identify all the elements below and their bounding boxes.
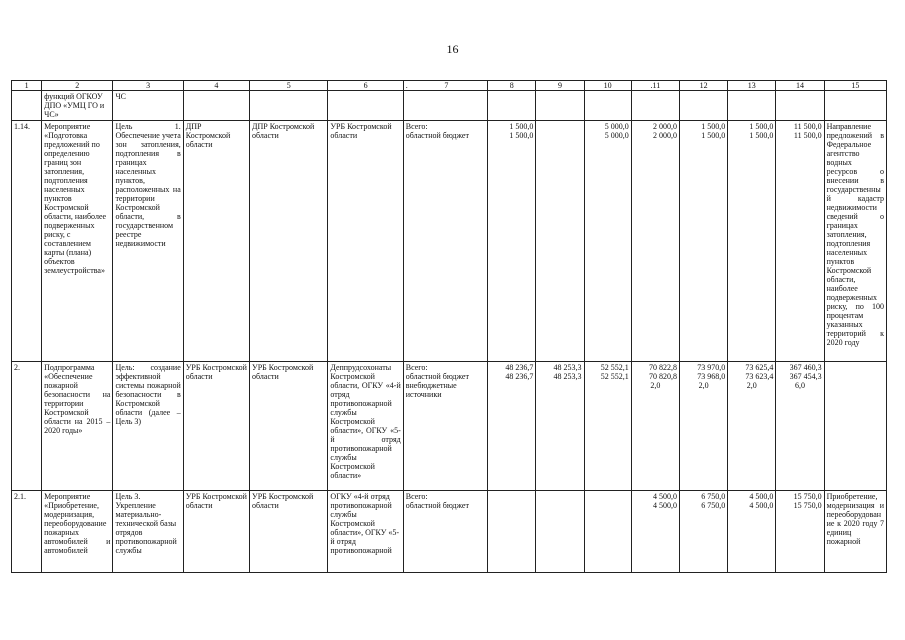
value: [538, 501, 581, 510]
value: 11 500,0: [793, 122, 822, 131]
funding-source: областной бюджет: [405, 131, 469, 140]
value: 48 236,7: [505, 372, 534, 381]
value: [490, 381, 533, 390]
value: 1 500,0: [509, 122, 534, 131]
funding-source: областной бюджет: [405, 501, 469, 510]
value: 1 500,0: [701, 122, 726, 131]
cell-empty: [488, 91, 536, 121]
value: 6,0: [795, 381, 806, 390]
cell-num: [12, 91, 42, 121]
value: 6 750,0: [701, 492, 726, 501]
cell-event: Подпрограмма «Обеспечение пожарной безопасности на территории Костромской области на 2015 – 2020 годы»: [42, 362, 113, 491]
header-cell: 3: [113, 81, 183, 91]
cell-value: [584, 362, 631, 491]
cell-coordinator: ДПР Костромской области: [183, 121, 249, 362]
cell-funding-sources: [403, 491, 487, 573]
value: 4 500,0: [652, 501, 677, 510]
cell-expected-result: Направление предложений в Федеральное агентство водных ресурсов о внесении в государственный кадастр недвижимости сведений о границах затопления, подтопления населенных пунктов Костромской области, наиболее подверженных риску, по 100 процентам указанных территорий к 2020 году: [824, 121, 886, 362]
cell-value: [536, 362, 584, 491]
header-cell: 5: [250, 81, 328, 91]
cell-value: [679, 121, 727, 362]
value: 70 822,8: [648, 363, 677, 372]
cell-executor: УРБ Костромской области: [250, 491, 328, 573]
cell-expected-result: [824, 362, 886, 491]
cell-expected-result: Приобретение, модернизация и переоборудование к 2020 году 7 единиц пожарной: [824, 491, 886, 573]
header-cell: 15: [824, 81, 886, 91]
value: [538, 492, 581, 501]
cell-funding-sources: [403, 362, 487, 491]
header-cell: 13: [728, 81, 776, 91]
cell-empty: [403, 91, 487, 121]
header-seven: 7: [444, 81, 449, 90]
value: [587, 492, 629, 501]
cell-empty: [776, 91, 824, 121]
header-cell: 9: [536, 81, 584, 91]
funding-source: внебюджетные источники: [405, 381, 457, 399]
value: [490, 501, 533, 510]
cell-value: [728, 362, 776, 491]
header-dot: .: [405, 81, 408, 90]
cell-empty: [824, 91, 886, 121]
cell-value: [776, 491, 824, 573]
value: 1 500,0: [749, 131, 774, 140]
cell-funding-sources: [403, 121, 487, 362]
funding-source: Всего:: [405, 492, 428, 501]
value: 15 750,0: [793, 501, 822, 510]
table-row: [12, 121, 887, 362]
cell-goal: Цель 1. Обеспечение учета зон затопления, подтопления в границах населенных пунктов, расположенных на территории Костромской области, в государственном реестре недвижимости: [113, 121, 183, 362]
value: 15 750,0: [793, 492, 822, 501]
cell-participant: Деппрудсохонаты Костромской области, ОГКУ «4-й отряд противопожарной службы Костромской области», ОГКУ «5-й отряд противопожарной службы Костромской области»: [328, 362, 403, 491]
header-row: [12, 81, 887, 91]
cell-num: 1.14.: [12, 121, 42, 362]
header-cell: 8: [488, 81, 536, 91]
value: 2 000,0: [652, 131, 677, 140]
cell-value: [631, 362, 679, 491]
cell-num: 2.: [12, 362, 42, 491]
cell-value: [679, 491, 727, 573]
cell-event: Мероприятие «Подготовка предложений по определению границ зон затопления, подтопления населенных пунктов Костромской области, наиболее подверженных риску, с составлением карты (плана) объектов землеустройства»: [42, 121, 113, 362]
value: 4 500,0: [652, 492, 677, 501]
cell-empty: [679, 91, 727, 121]
cell-value: [488, 491, 536, 573]
cell-goal: Цель: создание эффективной системы пожарной безопасности в Костромской области (далее – Цель 3): [113, 362, 183, 491]
value: 1 500,0: [701, 131, 726, 140]
cell-value: [631, 121, 679, 362]
cell-executor: УРБ Костромской области: [250, 362, 328, 491]
funding-source: Всего:: [405, 363, 428, 372]
program-table: [11, 80, 887, 573]
value: 73 970,0: [697, 363, 726, 372]
cell-value: [584, 491, 631, 573]
cell-empty: [250, 91, 328, 121]
value: 2 000,0: [652, 122, 677, 131]
header-cell: 1: [12, 81, 42, 91]
value: 11 500,0: [793, 131, 822, 140]
value: [587, 501, 629, 510]
value: 70 820,8: [648, 372, 677, 381]
value: 48 253,3: [553, 363, 582, 372]
value: [538, 381, 581, 390]
header-cell: 12: [679, 81, 727, 91]
cell-coordinator: УРБ Костромской области: [183, 491, 249, 573]
header-cell: 4: [183, 81, 249, 91]
value: 48 236,7: [505, 363, 534, 372]
value: 73 968,0: [697, 372, 726, 381]
cell-empty: [728, 91, 776, 121]
value: [490, 492, 533, 501]
value: 1 500,0: [509, 131, 534, 140]
cell-value: [536, 491, 584, 573]
cell-empty: [328, 91, 403, 121]
value: 4 500,0: [749, 492, 774, 501]
header-cell: 6: [328, 81, 403, 91]
cell-empty: [631, 91, 679, 121]
cell-value: [488, 121, 536, 362]
header-cell: 2: [42, 81, 113, 91]
value: 52 552,1: [600, 363, 629, 372]
funding-source: областной бюджет: [405, 372, 469, 381]
cell-value: [776, 121, 824, 362]
header-cell: .11: [631, 81, 679, 91]
value: [587, 381, 629, 390]
table-row: [12, 491, 887, 573]
value: 1 500,0: [749, 122, 774, 131]
cell-empty: [584, 91, 631, 121]
cell-value: [728, 491, 776, 573]
cell-event: Мероприятие «Приобретение, модернизация, переоборудование пожарных автомобилей и автомобилей: [42, 491, 113, 573]
cell-participant: ОГКУ «4-й отряд противопожарной службы Костромской области», ОГКУ «5-й отряд противопожарной: [328, 491, 403, 573]
cell-goal: Цель 3. Укрепление материально-технической базы отрядов противопожарной службы: [113, 491, 183, 573]
value: [538, 131, 581, 140]
cell-value: [584, 121, 631, 362]
cell-goal: ЧС: [113, 91, 183, 121]
value: 4 500,0: [749, 501, 774, 510]
cell-value: [728, 121, 776, 362]
cell-value: [488, 362, 536, 491]
cell-num: 2.1.: [12, 491, 42, 573]
cell-empty: [183, 91, 249, 121]
value: 73 623,4: [745, 372, 774, 381]
value: [538, 122, 581, 131]
value: 5 000,0: [604, 122, 629, 131]
value: 2,0: [650, 381, 661, 390]
value: 48 253,3: [553, 372, 582, 381]
value: 367 460,3: [789, 363, 822, 372]
value: 2,0: [746, 381, 757, 390]
cell-value: [536, 121, 584, 362]
cell-event: функций ОГКОУ ДПО «УМЦ ГО и ЧС»: [42, 91, 113, 121]
page-number: 16: [446, 42, 459, 56]
cell-executor: ДПР Костромской области: [250, 121, 328, 362]
cell-value: [776, 362, 824, 491]
value: 6 750,0: [701, 501, 726, 510]
header-cell: 10: [584, 81, 631, 91]
value: 2,0: [698, 381, 709, 390]
header-cell: [403, 81, 487, 91]
value: 73 625,4: [745, 363, 774, 372]
table-row: [12, 362, 887, 491]
header-cell: 14: [776, 81, 824, 91]
funding-source: Всего:: [405, 122, 428, 131]
value: 5 000,0: [604, 131, 629, 140]
value: 367 454,3: [789, 372, 822, 381]
cell-value: [631, 491, 679, 573]
cell-coordinator: УРБ Костромской области: [183, 362, 249, 491]
cell-value: [679, 362, 727, 491]
cell-participant: УРБ Костромской области: [328, 121, 403, 362]
table-row: [12, 91, 887, 121]
cell-empty: [536, 91, 584, 121]
value: 52 552,1: [600, 372, 629, 381]
